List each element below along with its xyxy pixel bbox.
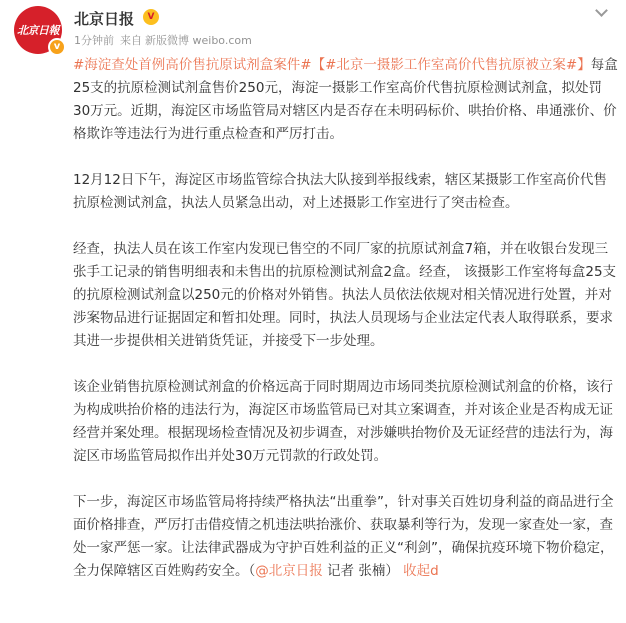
paragraph-2: 12月12日下午，海淀区市场监管综合执法大队接到举报线索，辖区某摄影工作室高价代售抗原检测试剂盒，执法人员紧急出动，对上述摄影工作室进行了突击检查。 xyxy=(73,172,607,211)
source-prefix: 来自 xyxy=(120,34,142,47)
post-meta xyxy=(74,32,258,48)
avatar-logo-text: 北京日報 xyxy=(17,24,59,37)
account-name[interactable]: 北京日报 xyxy=(74,10,135,28)
paragraph-4: 该企业销售抗原检测试剂盒的价格远高于同时期周边市场同类抗原检测试剂盒的价格，该行为构成哄抬价格的违法行为，海淀区市场监管局已对其立案调查，并对该企业是否构成无证经营并案处理。根据现场检查情况及初步调查，对涉嫌哄抬物价及无证经营的违法行为，海淀区市场监管局拟作出并处30万元罚款的行政处罚。 xyxy=(73,379,613,464)
post-time[interactable]: 1分钟前 xyxy=(74,34,114,47)
paragraph-1 xyxy=(73,54,619,146)
paragraph-5 xyxy=(73,491,619,583)
reporter-credit: 记者 张楠） xyxy=(322,563,399,579)
verified-badge-text: v xyxy=(53,41,61,52)
topic-link-1[interactable]: #海淀查处首例高价售抗原试剂盒案件# xyxy=(73,57,312,73)
vip-icon[interactable] xyxy=(143,9,159,25)
vip-badge-text: V xyxy=(147,12,155,22)
post-source[interactable]: 新版微博 weibo.com xyxy=(145,34,252,47)
chevron-down-icon[interactable] xyxy=(595,4,608,17)
post-content xyxy=(73,54,619,606)
paragraph-3: 经查，执法人员在该工作室内发现已售空的不同厂家的抗原试剂盒7箱，并在收银台发现三张手工记录的销售明细表和未售出的抗原检测试剂盒2盒。经查， 该摄影工作室将每盒25支的抗原检测试剂盒以250元的价格对外销售。执法人员依法依规对相关情况进行处置，并对涉案物品进行证据固定和暂扣处理。同时，执法人员现场与企业法定代表人取得联系，要求其进一步提供相关进销货凭证，并接受下一步处理。 xyxy=(73,241,617,349)
mention-link[interactable]: @北京日报 xyxy=(255,563,323,579)
verified-icon xyxy=(48,38,66,56)
paragraph-1-text: 每盒25支的抗原检测试剂盒售价250元，海淀一摄影工作室高价代售抗原检测试剂盒，拟处罚30万元。近期，海淀区市场监管局对辖区内是否存在未明码标价、哄抬价格、串通涨价、价格欺诈等违法行为进行重点检查和严厉打击。 xyxy=(73,57,618,142)
paragraph-5-text: 下一步，海淀区市场监管局将持续严格执法“出重拳”，针对事关百姓切身利益的商品进行全面价格排查，严厉打击借疫情之机违法哄抬涨价、获取暴利等行为，发现一家查处一家，查处一家严惩一家。让法律武器成为守护百姓利益的正义“利剑”，确保抗疫环境下物价稳定，全力保障辖区百姓购药安全。（ xyxy=(73,494,614,579)
collapse-link[interactable]: 收起d xyxy=(403,563,439,579)
topic-link-2[interactable]: 【#北京一摄影工作室高价代售抗原被立案#】 xyxy=(311,57,591,73)
